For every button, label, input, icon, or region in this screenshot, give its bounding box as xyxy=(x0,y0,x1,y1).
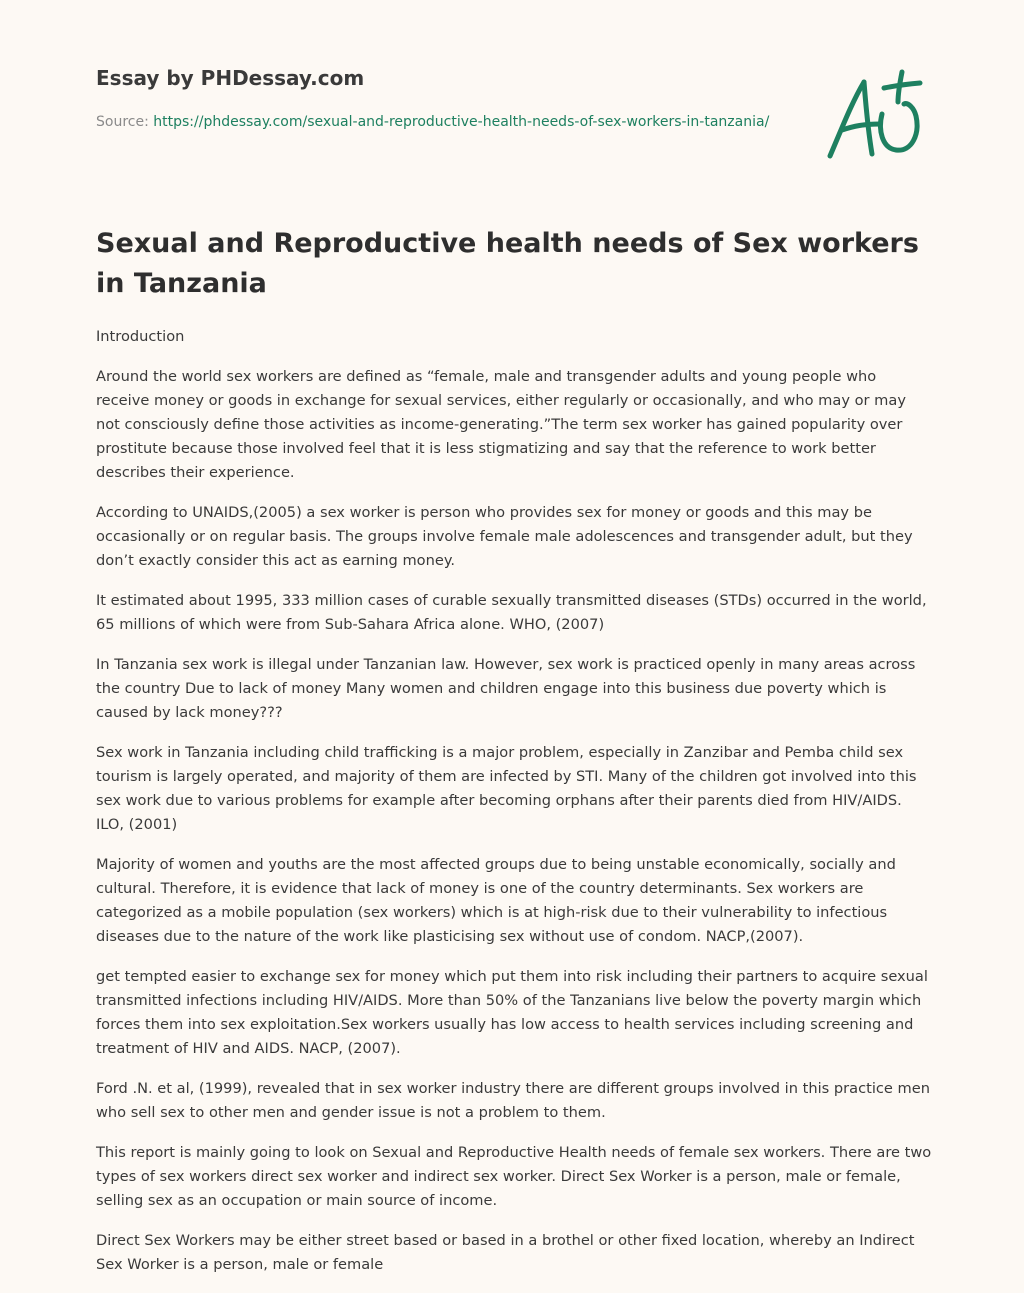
paragraph: Ford .N. et al, (1999), revealed that in sex worker industry there are different groups involved in this practice men who sell sex to other men and gender issue is not a problem to them. xyxy=(96,1080,930,1121)
paragraph: Sex work in Tanzania including child trafficking is a major problem, especially in Zanzibar and Pemba child sex tourism is largely operated, and majority of them are infected by STI. Many of the children got involved into this sex work due to various problems for example after becoming orphans after their parents died from HIV/AIDS. ILO, (2001) xyxy=(96,744,917,833)
source-link[interactable]: https://phdessay.com/sexual-and-reproductive-health-needs-of-sex-workers-in-tanzania/ xyxy=(153,114,770,130)
paragraph: get tempted easier to exchange sex for money which put them into risk including their partners to acquire sexual transmitted infections including HIV/AIDS. More than 50% of the Tanzanians live below the poverty margin which forces them into sex exploitation.Sex workers usually has low access to health services including screening and treatment of HIV and AIDS. NACP, (2007). xyxy=(96,968,928,1057)
paragraph: In Tanzania sex work is illegal under Tanzanian law. However, sex work is practiced openly in many areas across the country Due to lack of money Many women and children engage into this business due poverty which is caused by lack money??? xyxy=(96,656,916,721)
paragraph: It estimated about 1995, 333 million cases of curable sexually transmitted diseases (STDs) occurred in the world, 65 millions of which were from Sub-Sahara Africa alone. WHO, (2007) xyxy=(96,592,927,633)
a-plus-logo-icon xyxy=(820,68,930,168)
essay-body xyxy=(96,325,932,1293)
site-title: Essay by PHDessay.com xyxy=(96,66,365,90)
essay-title: Sexual and Reproductive health needs of Sex workers in Tanzania xyxy=(96,228,919,299)
paragraph: Direct Sex Workers may be either street based or based in a brothel or other fixed location, whereby an Indirect Sex Worker is a person, male or female xyxy=(96,1232,915,1273)
paragraph: According to UNAIDS,(2005) a sex worker is person who provides sex for money or goods and this may be occasionally or on regular basis. The groups involve female male adolescences and transgender adult, but they don’t exactly consider this act as earning money. xyxy=(96,504,913,569)
paragraph: Around the world sex workers are defined as “female, male and transgender adults and young people who receive money or goods in exchange for sexual services, either regularly or occasionally, and who may or may not consciously define those activities as income-generating.”The term sex worker has gained popularity over prostitute because those involved feel that it is less stigmatizing and say that the reference to work better describes their experience. xyxy=(96,368,906,481)
section-heading-introduction: Introduction xyxy=(96,328,185,345)
a-plus-logo xyxy=(820,68,930,168)
paragraph: This report is mainly going to look on Sexual and Reproductive Health needs of female sex workers. There are two types of sex workers direct sex worker and indirect sex worker. Direct Sex Worker is a person, male or female, selling sex as an occupation or main source of income. xyxy=(96,1144,932,1209)
source-label: Source: xyxy=(96,114,154,130)
paragraph: Majority of women and youths are the most affected groups due to being unstable economically, socially and cultural. Therefore, it is evidence that lack of money is one of the country determinants. Sex workers are categorized as a mobile population (sex workers) which is at high-risk due to their vulnerability to infectious diseases due to the nature of the work like plasticising sex without use of condom. NACP,(2007). xyxy=(96,856,896,945)
source-line xyxy=(96,110,796,134)
